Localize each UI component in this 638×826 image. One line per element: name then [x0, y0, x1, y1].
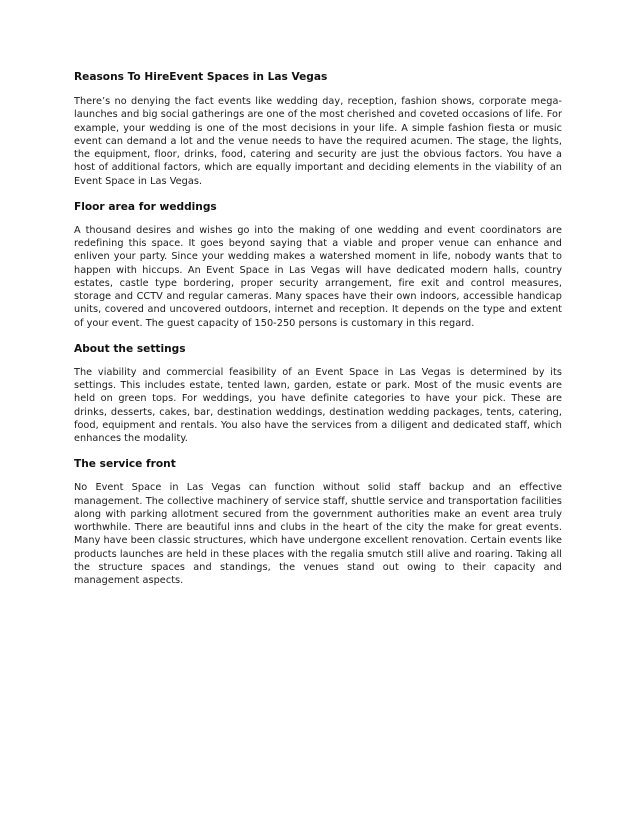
section-heading-settings: About the settings: [74, 342, 186, 355]
document-page: [74, 70, 562, 599]
section-heading-service-front: The service front: [74, 458, 176, 471]
section-heading-floor-area: Floor area for weddings: [74, 200, 217, 213]
section-body-settings: The viability and commercial feasibility of an Event Space in Las Vegas is determined by its settings. This includes estate, tented lawn, garden, estate or park. Most of the music events are held on green tops. For weddings, you have definite categories to have your pick. These are drinks, desserts, cakes, bar, destination weddings, destination wedding packages, tents, catering, food, equipment and rentals. You also have the services from a diligent and dedicated staff, which enhances the modality.: [74, 366, 562, 444]
section-body-service-front: No Event Space in Las Vegas can function without solid staff backup and an effective management. The collective machinery of service staff, shuttle service and transportation facilities along with parking allotment secured from the government authorities make an event area truly worthwhile. There are beautiful inns and clubs in the heart of the city the make for great events. Many have been classic structures, which have undergone excellent renovation. Certain events like products launches are held in these places with the regalia smutch still alive and roaring. Taking all the structure spaces and standings, the venues stand out owing to their capacity and management aspects.: [74, 482, 563, 586]
document-title: Reasons To HireEvent Spaces in Las Vegas: [74, 71, 328, 83]
section-body-floor-area: A thousand desires and wishes go into the making of one wedding and event coordinators are redefining this space. It goes beyond saying that a viable and proper venue can enhance and enliven your party. Since your wedding makes a watershed moment in life, nobody wants that to happen with hiccups. An Event Space in Las Vegas will have dedicated modern halls, country estates, castle type bordering, proper security arrangement, fire exit and control measures, storage and CCTV and regular cameras. Many spaces have their own indoors, accessible handicap units, covered and uncovered outdoors, internet and reception. It depends on the type and extent of your event. The guest capacity of 150-250 persons is customary in this regard.: [74, 224, 562, 329]
intro-paragraph: There’s no denying the fact events like wedding day, reception, fashion shows, corporate mega-launches and big social gatherings are one of the most cherished and coveted occasions of life. For example, your wedding is one of the most decisions in your life. A simple fashion fiesta or music event can demand a lot and the venue needs to have the required acumen. The stage, the lights, the equipment, floor, drinks, food, catering and security are just the obvious factors. You have a host of additional factors, which are equally important and deciding elements in the viability of an Event Space in Las Vegas.: [74, 96, 562, 187]
